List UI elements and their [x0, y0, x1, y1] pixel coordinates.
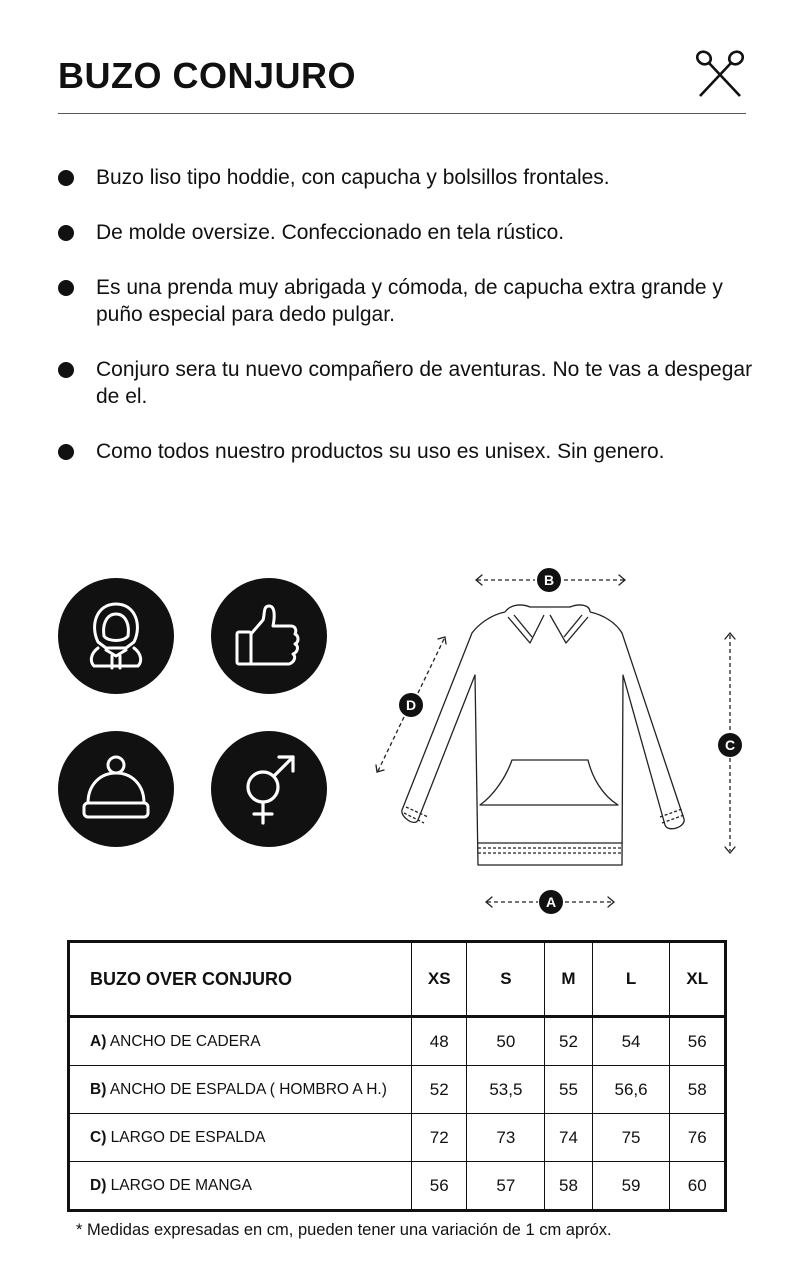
row-label: C) LARGO DE ESPALDA — [69, 1114, 412, 1162]
table-cell: 58 — [545, 1162, 592, 1211]
list-item: De molde oversize. Confeccionado en tela rústico. — [58, 219, 758, 246]
table-cell: 74 — [545, 1114, 592, 1162]
table-cell: 48 — [412, 1017, 467, 1066]
table-cell: 56,6 — [592, 1066, 670, 1114]
size-header: S — [467, 942, 545, 1017]
size-header: M — [545, 942, 592, 1017]
table-cell: 57 — [467, 1162, 545, 1211]
row-label: D) LARGO DE MANGA — [69, 1162, 412, 1211]
bullet-dot — [58, 170, 74, 186]
table-cell: 75 — [592, 1114, 670, 1162]
unisex-icon — [211, 731, 327, 847]
hood-icon — [58, 578, 174, 694]
hoodie-measurement-diagram — [360, 555, 780, 925]
size-table — [67, 940, 727, 1212]
size-header: XL — [670, 942, 726, 1017]
row-label: B) ANCHO DE ESPALDA ( HOMBRO A H.) — [69, 1066, 412, 1114]
bullet-dot — [58, 280, 74, 296]
table-header-row — [69, 942, 726, 1017]
title-divider — [58, 113, 746, 114]
diagram-label-a: A — [545, 894, 557, 910]
table-cell: 56 — [670, 1017, 726, 1066]
table-cell: 54 — [592, 1017, 670, 1066]
diagram-label-b: B — [543, 572, 555, 588]
footnote: * Medidas expresadas en cm, pueden tener una variación de 1 cm apróx. — [76, 1221, 612, 1239]
table-cell: 50 — [467, 1017, 545, 1066]
list-item: Como todos nuestro productos su uso es unisex. Sin genero. — [58, 438, 758, 465]
size-header: XS — [412, 942, 467, 1017]
thumbs-up-icon — [211, 578, 327, 694]
feature-list — [58, 164, 758, 493]
table-row — [69, 1066, 726, 1114]
bullet-dot — [58, 362, 74, 378]
size-header: L — [592, 942, 670, 1017]
page-title: BUZO CONJURO — [58, 55, 357, 96]
list-item: Conjuro sera tu nuevo compañero de aventuras. No te vas a despegar de el. — [58, 356, 758, 410]
bullet-dot — [58, 444, 74, 460]
list-item: Buzo liso tipo hoddie, con capucha y bolsillos frontales. — [58, 164, 758, 191]
row-label: A) ANCHO DE CADERA — [69, 1017, 412, 1066]
table-cell: 73 — [467, 1114, 545, 1162]
table-cell: 76 — [670, 1114, 726, 1162]
table-row — [69, 1017, 726, 1066]
table-cell: 52 — [412, 1066, 467, 1114]
table-cell: 52 — [545, 1017, 592, 1066]
table-cell: 60 — [670, 1162, 726, 1211]
table-cell: 53,5 — [467, 1066, 545, 1114]
table-cell: 59 — [592, 1162, 670, 1211]
list-item: Es una prenda muy abrigada y cómoda, de capucha extra grande y puño especial para dedo pulgar. — [58, 274, 758, 328]
bullet-dot — [58, 225, 74, 241]
scissors-icon — [694, 48, 746, 100]
diagram-label-c: C — [724, 737, 736, 753]
table-cell: 55 — [545, 1066, 592, 1114]
table-cell: 58 — [670, 1066, 726, 1114]
table-row — [69, 1162, 726, 1211]
table-row — [69, 1114, 726, 1162]
table-cell: 56 — [412, 1162, 467, 1211]
table-title: BUZO OVER CONJURO — [69, 942, 412, 1017]
table-cell: 72 — [412, 1114, 467, 1162]
diagram-label-d: D — [405, 697, 417, 713]
beanie-icon — [58, 731, 174, 847]
